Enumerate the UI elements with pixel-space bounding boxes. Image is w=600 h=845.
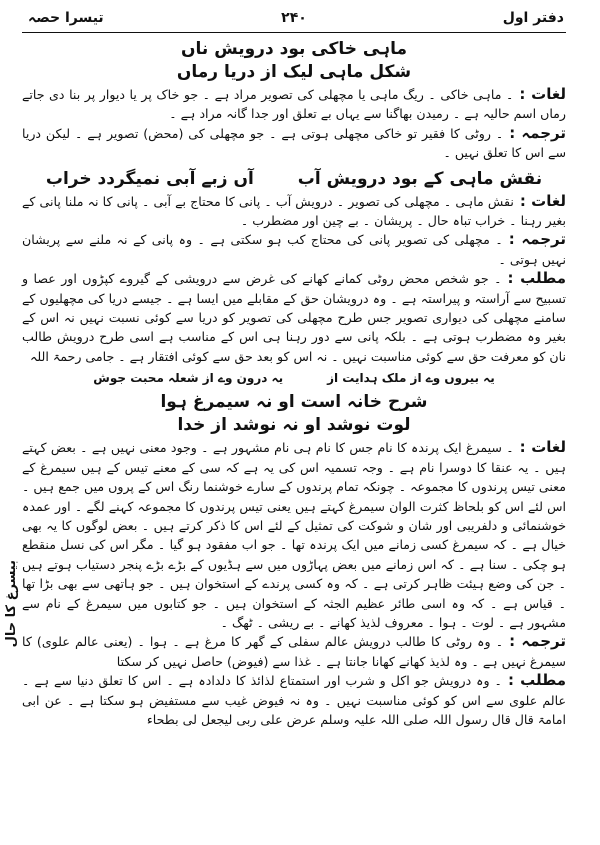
commentary-paragraph	[22, 124, 566, 163]
page-number: ۲۴۰	[281, 10, 307, 26]
paragraph-label: لغات :	[519, 85, 566, 103]
paragraph-text: ۔ مچھلی کی تصویر پانی کی محتاج کب ہو سکتی ہے ۔ وہ پانی کے نہ ملنے سے پریشان نہیں ہوتی ۔	[22, 232, 566, 267]
paragraph-text: ۔ سیمرغ ایک پرندہ کا نام جس کا نام ہی نام مشہور ہے ۔ وجود معنی نہیں ہے ۔ بعض کہتے ہیں ۔ یہ عنقا کا دوسرا نام ہے ۔ وجہ تسمیہ اس کی یہ ہے کہ سی کے معنے تیس کے ہیں سیمرغ کے معنی تیس پرندوں کا مجموعہ ۔ چونکہ تمام پرندوں کے سارے خوشنما رنگ اس کے پروں میں جمع ہیں ۔ اس لئے اس کو بلحاظ کثرت الوان سیمرغ کہتے ہیں یعنی تیس پرندوں کا مجموعہ کہنے لگے ۔ اور عمدہ خوشنمائی و دلفریبی اور شان و شوکت کی تمثیل کے لئے اس کا ذکر کرتے ہیں ۔ بعض لوگوں کا یہ بھی خیال ہے ۔ کہ سیمرغ کسی زمانے میں ایک پرندہ تھا ۔ جو اب مفقود ہو گیا ۔ مگر اس کی نسل منقطع ہو چکی ۔ سنا ہے ۔ کہ اس زمانے میں بعض پہاڑوں میں سے ہڈیوں کے بڑے بڑے پنجر دستیاب ہوتے ہیں ۔ جن کی وضع ہیئت ظاہر کرتی ہے ۔ کہ وہ کسی پرندے کے استخوان ہیں ۔ جو ہاتھی سے بھی بڑا تھا ۔ قیاس ہے ۔ کہ وہ اسی طائر عظیم الجثہ کے استخوان ہیں ۔ جو کتابوں میں سیمرغ کے نام سے مشہور ہے ۔ لوت ۔ ہوا ۔ معروف لذیذ کھانے ۔ بے ریشی ۔ ٹھگ ۔	[22, 440, 566, 630]
paragraph-text: ۔ وہ درویش جو اکل و شرب اور استمتاع لذائذ کا دلدادہ ہے ۔ اس کا تعلق دنیا سے ہے ۔ عالم علوی سے اس کو کوئی مناسبت نہیں ۔ وہ نہ فیوض غیب سے مستفیض ہو سکتا ہے ۔ عن ابی امامۃ قال قال رسول اللہ صلی اللہ علیہ وسلم عرض علی ربی لیجعل لی بطحاء	[22, 673, 566, 727]
commentary-paragraph	[22, 85, 566, 124]
verse-heading	[22, 391, 566, 437]
verse-half: لوت نوشد او نہ نوشد از خدا	[177, 415, 411, 436]
paragraph-text: ۔ ماہی خاکی ۔ ریگ ماہی یا مچھلی کی تصویر مراد ہے ۔ جو خاک پر یا دیوار پر بنا دی جاتے رماں اسم حالیہ ہے ۔ رمیدن بھاگنا سے یہاں بے تعلق اور جدا گانہ مراد ہے ۔	[22, 87, 566, 122]
page-header	[22, 6, 566, 33]
paragraph-label: ترجمہ :	[509, 123, 566, 142]
section-label: تیسرا حصہ	[28, 10, 104, 26]
paragraph-text: نقش ماہی ۔ مچھلی کی تصویر ۔ درویش آب ۔ پانی کا محتاج بے آبی ۔ پانی کا نہ ملنا پانی کے بغیر رہنا ۔ خراب تباہ حال ۔ پریشان ۔ بے چین اور مضطرب ۔	[22, 193, 566, 229]
paragraph-label: مطلب :	[507, 671, 567, 690]
book-part-label: دفتر اول	[502, 10, 564, 26]
paragraph-label: ترجمہ :	[508, 230, 567, 249]
marginal-verse-half: یہ بیروں وے از ملک ہدایت از	[327, 371, 495, 386]
commentary-paragraph	[22, 192, 566, 231]
page-body	[22, 38, 566, 729]
verse-heading	[22, 38, 566, 84]
verse-heading	[22, 168, 566, 191]
verse-half: ماہی خاکی بود درویش ناں	[181, 39, 407, 59]
verse-half: شکل ماہی لیک از دریا رماں	[176, 62, 412, 82]
paragraph-label: لغات :	[519, 438, 566, 457]
commentary-paragraph	[22, 438, 566, 632]
paragraph-text: ۔ جو شخص محض روٹی کمانے کھانے کی غرض سے درویشی کے گیروے کپڑوں اور عصا و تسبیح سے آراستہ و پیراستہ ہے ۔ وہ درویشان حق کے مقابلے میں ایسا ہے ۔ جیسے دریا کی مچھلیوں کے سامنے مچھلی کی دیواری تصویر جس طرح مچھلی کی تصویر کو دریا سے کوئی نسبت نہیں نہ اس کے بغیر وہ مضطرب ہوتی ہے ۔ بلکہ پانی سے دور رہنا ہی اس کے مناسب ہے اسی طرح درویش طالب نان کو معرفت حق سے کوئی مناسبت نہیں ۔ نہ اس کو بعد حق سے کوئی افتقار ہے ۔ جامی رحمۃ اللہ	[22, 271, 566, 364]
commentary-paragraph	[22, 671, 566, 729]
paragraph-label: مطلب :	[507, 269, 566, 288]
marginal-verse	[22, 371, 566, 386]
marginal-verse-half: یہ درون وے از شعلہ محبت جوش	[93, 371, 284, 386]
verse-half: نقش ماہی کے بود درویش آب	[297, 168, 543, 189]
commentary-paragraph	[22, 632, 566, 671]
paragraph-label: لغات :	[519, 191, 566, 210]
paragraph-text: ۔ وہ روٹی کا طالب درویش عالم سفلی کے گھر کا مرغ ہے ۔ ہوا ۔ (یعنی عالم علوی) کا سیمرغ نہیں ہے ۔ وہ لذیذ کھانے کھانا جانتا ہے ۔ غذا سے (فیوض) حاصل نہیں کر سکتا	[22, 634, 566, 669]
margin-note: بیسرغ کا حال	[4, 560, 19, 648]
commentary-paragraph	[22, 230, 566, 269]
commentary-paragraph	[22, 269, 566, 366]
paragraph-text: ۔ روٹی کا فقیر تو خاکی مچھلی ہوتی ہے ۔ جو مچھلی کی (محض) تصویر ہے ۔ لیکن دریا سے اس کا تعلق نہیں ۔	[22, 125, 566, 161]
verse-half: شرح خانہ است او نہ سیمرغ ہوا	[160, 392, 428, 413]
paragraph-label: ترجمہ :	[509, 632, 566, 651]
verse-half: آں زبے آبی نمیگردد خراب	[45, 168, 254, 189]
